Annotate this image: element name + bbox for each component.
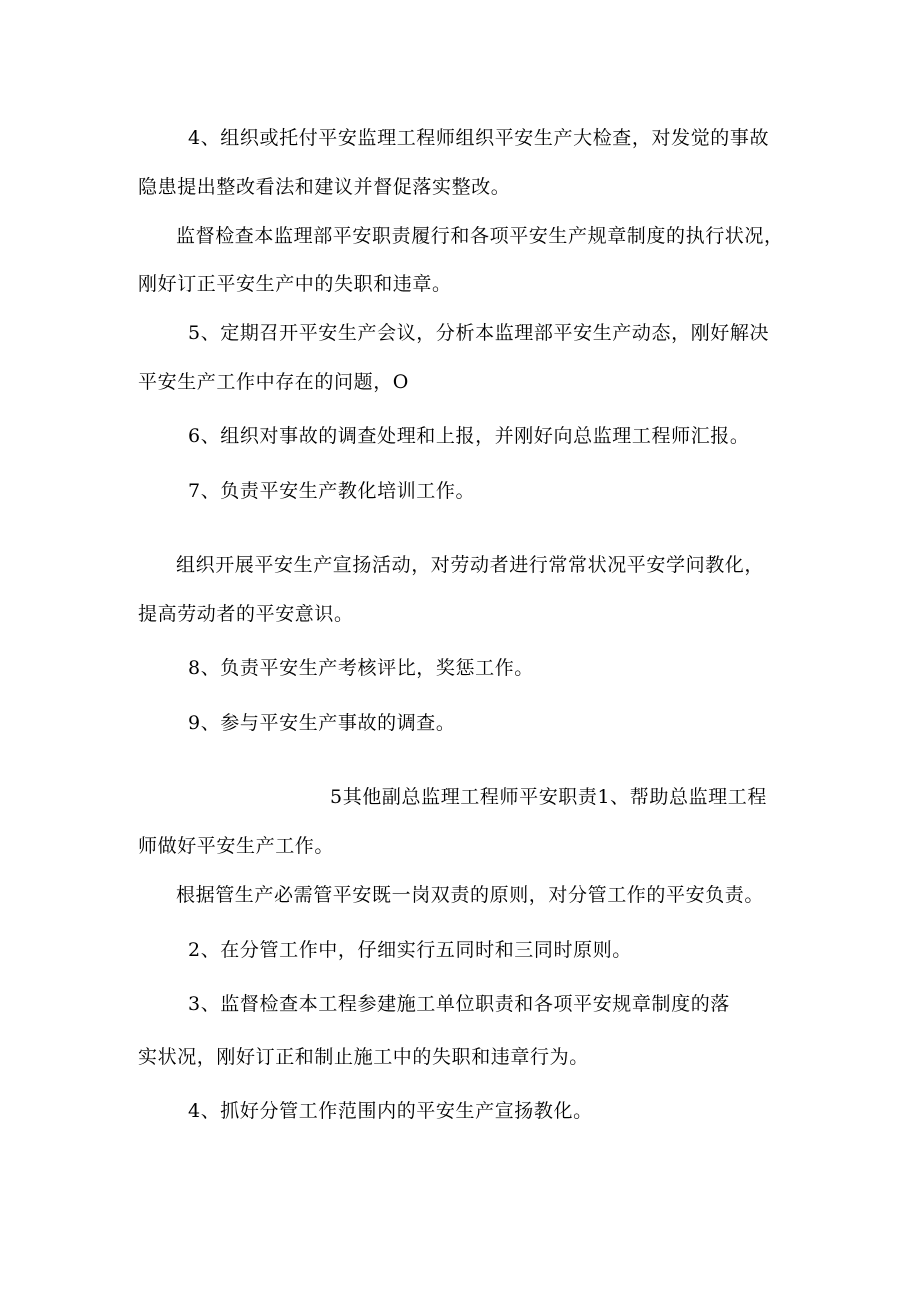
paragraph-line: 监督检查本监理部平安职责履行和各项平安生产规章制度的执行状况， [176,225,784,247]
paragraph-line: 组织开展平安生产宣扬活动，对劳动者进行常常状况平安学问教化， [176,554,765,576]
paragraph-line: 实状况，刚好订正和制止施工中的失职和违章行为。 [138,1046,589,1068]
paragraph-line: 5、定期召开平安生产会议，分析本监理部平安生产动态，刚好解决 [188,322,770,344]
paragraph-line: 3、监督检查本工程参建施工单位职责和各项平安规章制度的落 [188,993,730,1015]
paragraph-line: 7、负责平安生产教化培训工作。 [188,480,476,502]
paragraph-line: 师做好平安生产工作。 [138,835,335,857]
paragraph-line: 4、抓好分管工作范围内的平安生产宣扬教化。 [188,1100,593,1122]
paragraph-line: 提高劳动者的平安意识。 [138,603,354,625]
paragraph-line: 5其他副总监理工程师平安职责1、帮助总监理工程 [330,786,767,808]
paragraph-line: 2、在分管工作中，仔细实行五同时和三同时原则。 [188,939,632,961]
paragraph-line: 6、组织对事故的调查处理和上报，并刚好向总监理工程师汇报。 [188,425,750,447]
paragraph-line: 9、参与平安生产事故的调查。 [188,712,456,734]
paragraph-line: 平安生产工作中存在的问题，O [138,371,409,393]
paragraph-line: 4、组织或托付平安监理工程师组织平安生产大检查，对发觉的事故 [188,127,770,149]
paragraph-line: 根据管生产必需管平安既一岗双责的原则，对分管工作的平安负责。 [176,884,765,906]
paragraph-line: 8、负责平安生产考核评比，奖惩工作。 [188,657,534,679]
paragraph-line: 隐患提出整改看法和建议并督促落实整改。 [138,176,511,198]
paragraph-line: 刚好订正平安生产中的失职和违章。 [138,273,452,295]
